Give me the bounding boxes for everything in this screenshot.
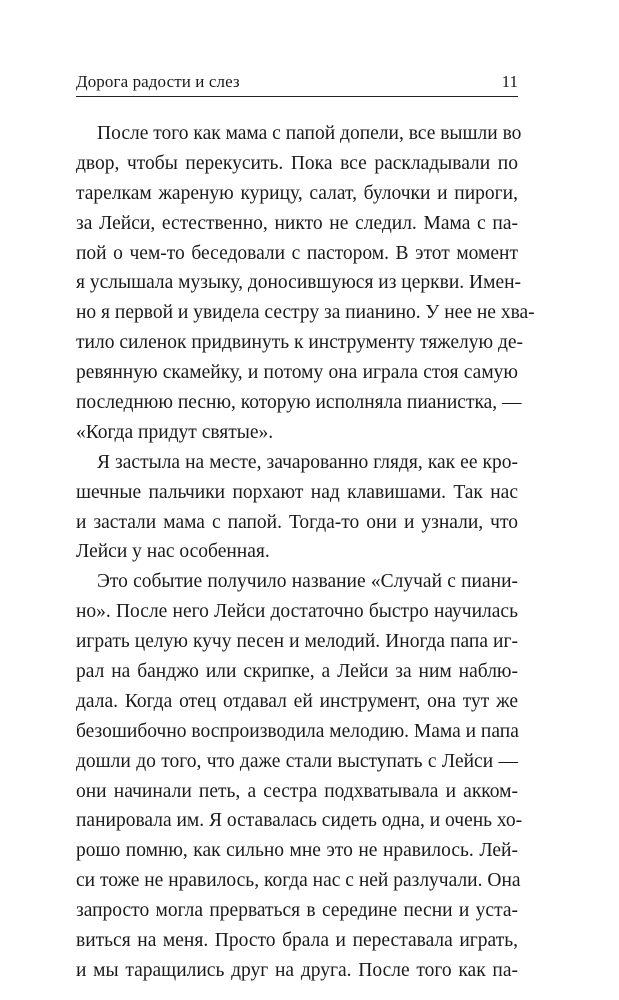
- text-line: рошо помню, как сильно мне это не нравилось. Лей-: [76, 840, 518, 862]
- text-line: тило силенок придвинуть к инструменту тяжелую де-: [76, 332, 524, 354]
- text-line: пой о чем-то беседовали с пастором. В этот момент: [76, 242, 518, 264]
- text-line: и застали мама с папой. Тогда-то они и узнали, что: [76, 511, 518, 533]
- text-line: двор, чтобы перекусить. Пока все раскладывали по: [76, 152, 518, 174]
- text-line: тарелкам жареную курицу, салат, булочки и пироги,: [76, 182, 518, 204]
- text-line: но я первой и увидела сестру за пианино. У нее не хва-: [76, 302, 535, 324]
- text-line: запросто могла прерваться в середине песни и уста-: [76, 900, 518, 922]
- text-line: Это событие получило название «Случай с пиани-: [97, 571, 518, 593]
- text-line: си тоже не нравилось, когда нас с ней разлучали. Она: [76, 870, 521, 892]
- text-line: за Лейси, естественно, никто не следил. Мама с па-: [76, 212, 518, 234]
- running-title: Дорога радости и слез: [76, 72, 240, 91]
- text-line: я услышала музыку, доносившуюся из церкви. Имен-: [76, 272, 522, 294]
- text-line: «Когда придут святые».: [76, 421, 274, 443]
- page-number: 11: [501, 72, 518, 91]
- body-text: [76, 119, 535, 986]
- text-line: играть целую кучу песен и мелодий. Иногда папа иг-: [76, 631, 518, 653]
- text-line: и мы таращились друг на друга. После того как па-: [76, 959, 518, 981]
- text-line: ревянную скамейку, и потому она играла стоя самую: [76, 362, 518, 384]
- text-line: рал на банджо или скрипке, а Лейси за ним наблю-: [76, 661, 518, 683]
- text-line: дала. Когда отец отдавал ей инструмент, она тут же: [76, 690, 518, 712]
- text-line: панировала им. Я оставалась сидеть одна, и очень хо-: [76, 810, 523, 832]
- text-line: безошибочно воспроизводила мелодию. Мама и папа: [76, 720, 519, 742]
- text-line: Лейси у нас особенная.: [76, 541, 270, 563]
- text-line: Я застыла на месте, зачарованно глядя, как ее кро-: [97, 451, 518, 473]
- text-line: виться на меня. Просто брала и переставала играть,: [76, 930, 518, 952]
- text-line: После того как мама с папой допели, все вышли во: [97, 123, 522, 144]
- running-header: [76, 72, 518, 97]
- text-line: они начинали петь, а сестра подхватывала и акком-: [76, 780, 518, 802]
- text-line: шечные пальчики порхают над клавишами. Так нас: [76, 481, 518, 503]
- text-line: дошли до того, что даже стали выступать с Лейси —: [76, 750, 518, 772]
- text-line: но». После него Лейси достаточно быстро научилась: [76, 601, 518, 623]
- text-line: последнюю песню, которую исполняла пианистка, —: [76, 392, 522, 414]
